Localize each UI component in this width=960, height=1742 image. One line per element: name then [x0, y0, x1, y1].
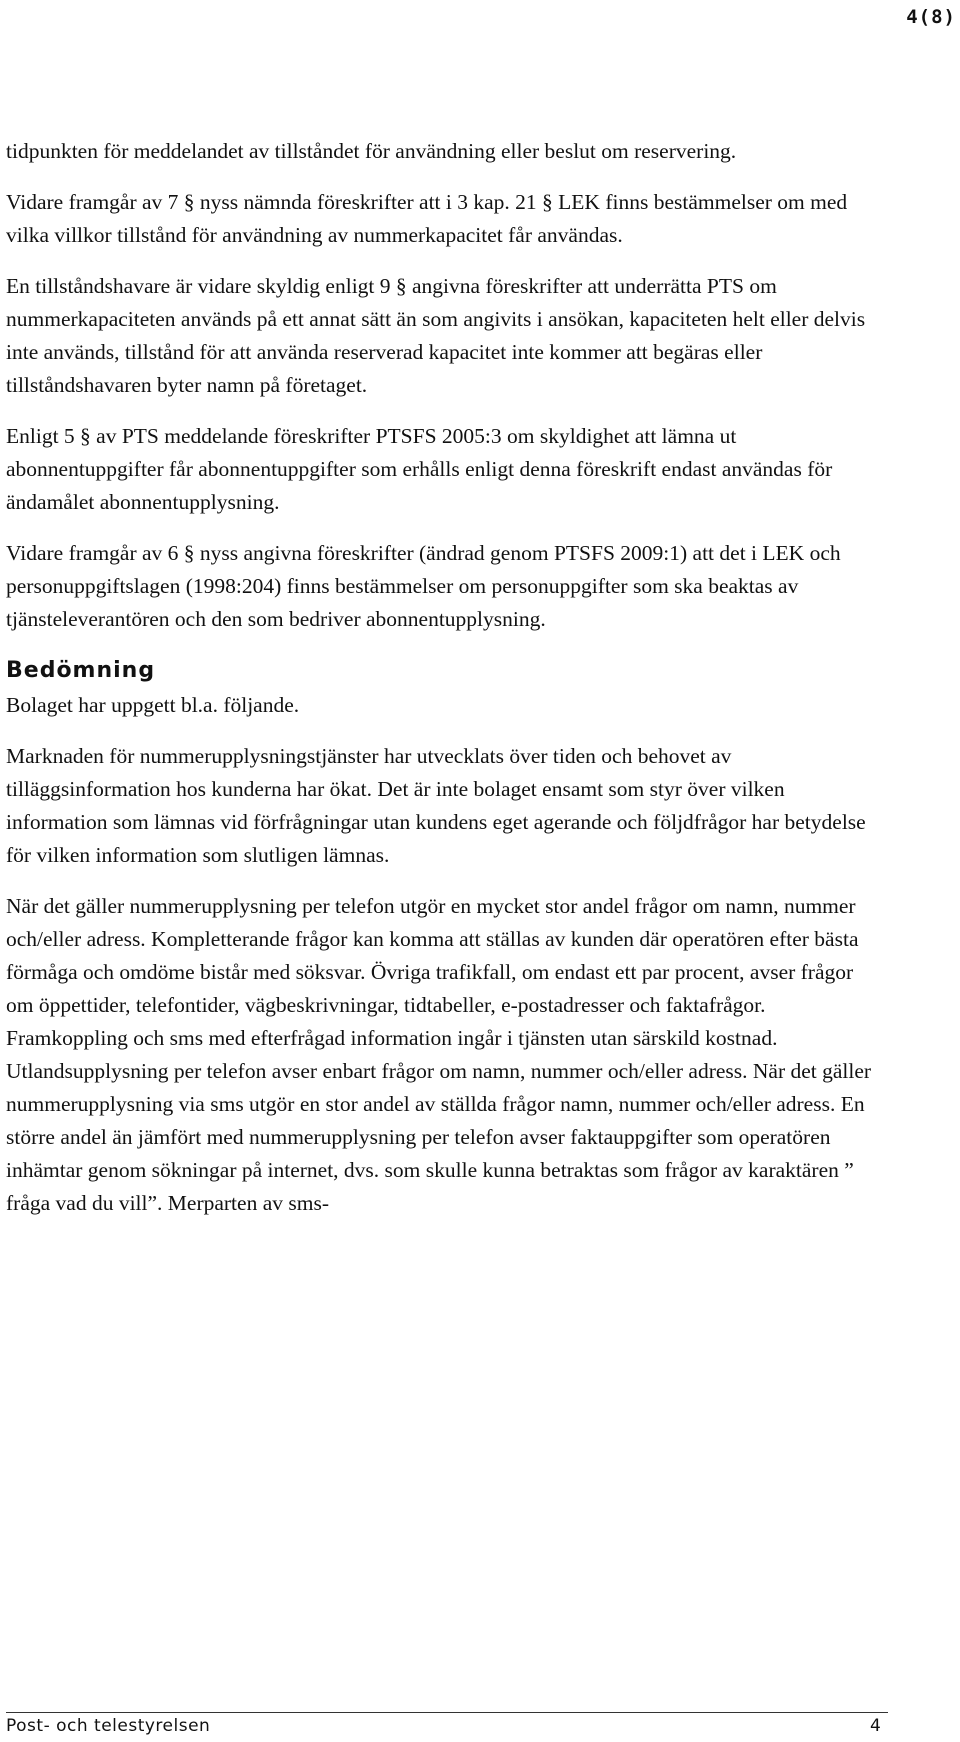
footer-organization: Post- och telestyrelsen	[6, 1716, 211, 1736]
paragraph-7: Marknaden för nummerupplysningstjänster har utvecklats över tiden och behovet av tilläggsinformation hos kunderna har ökat. Det är inte bolaget ensamt som styr över vilken information som lämnas vid förfrågningar utan kundens eget agerande och följdfrågor har betydelse för vilken information som slutligen lämnas.	[6, 744, 866, 867]
page-number: 4(8)	[906, 6, 956, 28]
section-heading: Bedömning	[6, 658, 156, 683]
paragraph-2: Vidare framgår av 7 § nyss nämnda föreskrifter att i 3 kap. 21 § LEK finns bestämmelser om med vilka villkor tillstånd för användning av nummerkapacitet får användas.	[6, 190, 848, 247]
paragraph-5: Vidare framgår av 6 § nyss angivna föreskrifter (ändrad genom PTSFS 2009:1) att det i LEK och personuppgiftslagen (1998:204) finns bestämmelser om personuppgifter som ska beaktas av tjänsteleverantören och den som bedriver abonnentupplysning.	[6, 541, 841, 631]
document-body	[6, 135, 886, 1238]
paragraph-3: En tillståndshavare är vidare skyldig enligt 9 § angivna föreskrifter att underrätta PTS om nummerkapaciteten används på ett annat sätt än som angivits i ansökan, kapaciteten helt eller delvis inte används, tillstånd för att använda reserverad kapacitet inte kommer att begäras eller tillståndshavaren byter namn på företaget.	[6, 274, 866, 397]
paragraph-8: När det gäller nummerupplysning per telefon utgör en mycket stor andel frågor om namn, nummer och/eller adress. Kompletterande frågor kan komma att ställas av kunden där operatören efter bästa förmåga och omdöme bistår med söksvar. Övriga trafikfall, om endast ett par procent, avser frågor om öppettider, telefontider, vägbeskrivningar, tidtabeller, e-postadresser och faktafrågor. Framkoppling och sms med efterfrågad information ingår i tjänsten utan särskild kostnad. Utlandsupplysning per telefon avser enbart frågor om namn, nummer och/eller adress. När det gäller nummerupplysning via sms utgör en stor andel av ställda frågor namn, nummer och/eller adress. En större andel än jämfört med nummerupplysning per telefon avser faktauppgifter som operatören inhämtar genom sökningar på internet, dvs. som skulle kunna betraktas som frågor av karaktären ” fråga vad du vill”. Merparten av sms-	[6, 894, 872, 1215]
paragraph-1: tidpunkten för meddelandet av tillståndet för användning eller beslut om reservering.	[6, 139, 737, 163]
footer-divider	[6, 1712, 888, 1713]
paragraph-6: Bolaget har uppgett bl.a. följande.	[6, 693, 300, 717]
footer-page-number: 4	[870, 1716, 881, 1736]
paragraph-4: Enligt 5 § av PTS meddelande föreskrifter PTSFS 2005:3 om skyldighet att lämna ut abonnentuppgifter får abonnentuppgifter som erhålls enligt denna föreskrift endast användas för ändamålet abonnentupplysning.	[6, 424, 833, 514]
